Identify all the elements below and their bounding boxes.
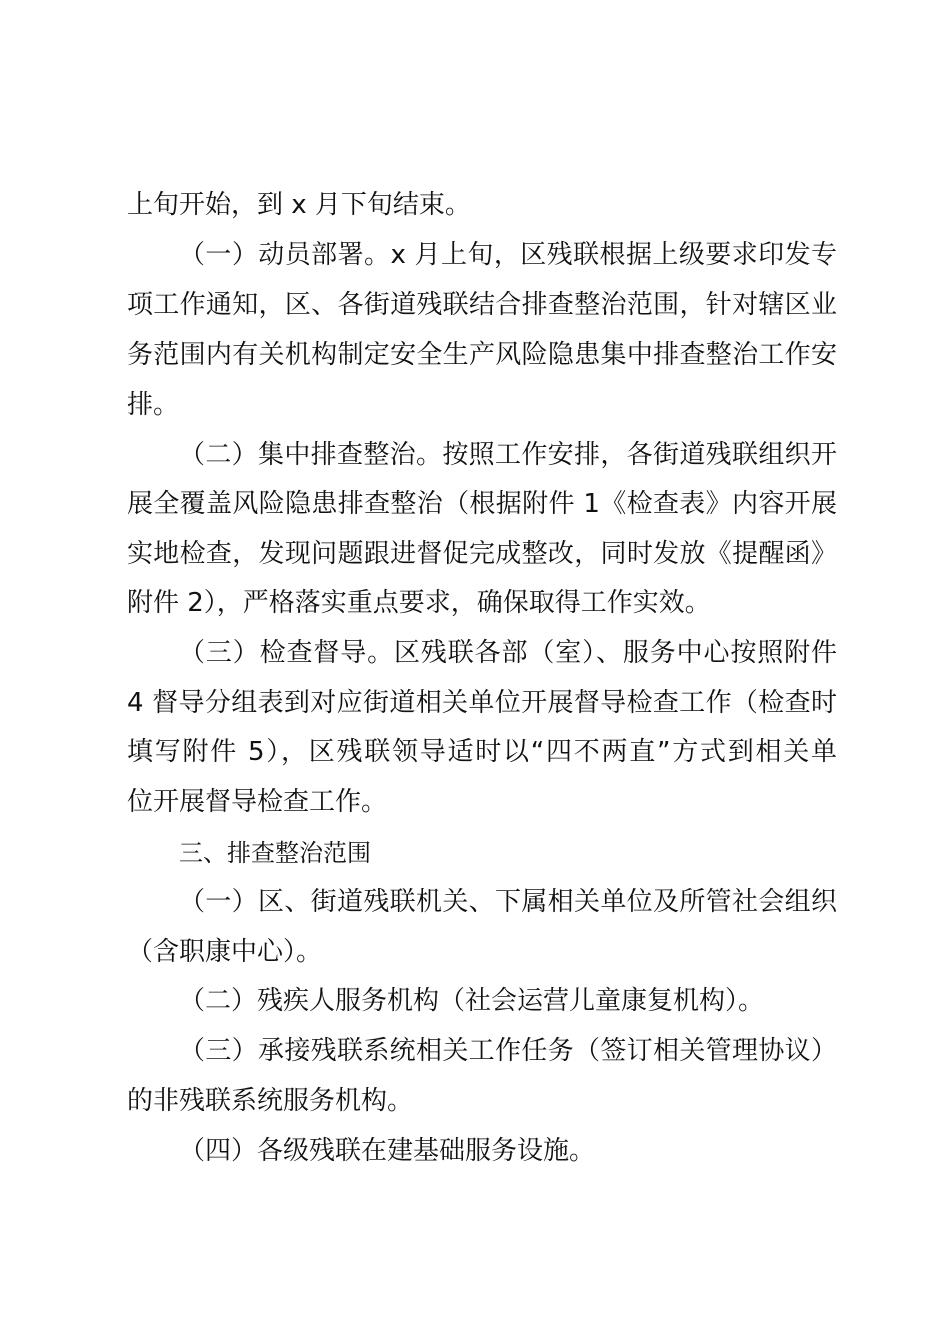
paragraph-line: 务范围内有关机构制定安全生产风险隐患集中排查整治工作安 [127, 340, 837, 370]
paragraph-line: 上旬开始，到 x 月下旬结束。 [127, 190, 471, 220]
paragraph-line: 的非残联系统服务机构。 [127, 1086, 414, 1116]
paragraph-line: 项工作通知，区、各街道残联结合排查整治范围，针对辖区业 [127, 290, 837, 320]
section-heading: 三、排查整治范围 [179, 839, 371, 867]
paragraph-line: （含职康中心）。 [127, 937, 323, 967]
paragraph-line: 排。 [127, 390, 180, 420]
paragraph-line: （三）承接残联系统相关工作任务（签订相关管理协议） [179, 1036, 837, 1066]
paragraph-line: （二）残疾人服务机构（社会运营儿童康复机构）。 [179, 986, 765, 1016]
paragraph-line: （二）集中排查整治。按照工作安排，各街道残联组织开 [179, 440, 837, 470]
paragraph-line: （一）动员部署。x 月上旬，区残联根据上级要求印发专 [179, 240, 837, 270]
paragraph-line: 附件 2），严格落实重点要求，确保取得工作实效。 [127, 588, 711, 618]
paragraph-line: （三）检查督导。区残联各部（室）、服务中心按照附件 [179, 638, 837, 668]
paragraph-line: 填写附件 5），区残联领导适时以“四不两直”方式到相关单 [127, 737, 837, 767]
paragraph-line: 实地检查，发现问题跟进督促完成整改，同时发放《提醒函》 [127, 539, 837, 569]
paragraph-line: 4 督导分组表到对应街道相关单位开展督导检查工作（检查时 [127, 688, 837, 718]
paragraph-line: 展全覆盖风险隐患排查整治（根据附件 1《检查表》内容开展 [127, 489, 837, 519]
paragraph-line: 位开展督导检查工作。 [127, 787, 388, 817]
paragraph-line: （一）区、街道残联机关、下属相关单位及所管社会组织 [179, 887, 837, 917]
paragraph-line: （四）各级残联在建基础服务设施。 [179, 1136, 596, 1166]
